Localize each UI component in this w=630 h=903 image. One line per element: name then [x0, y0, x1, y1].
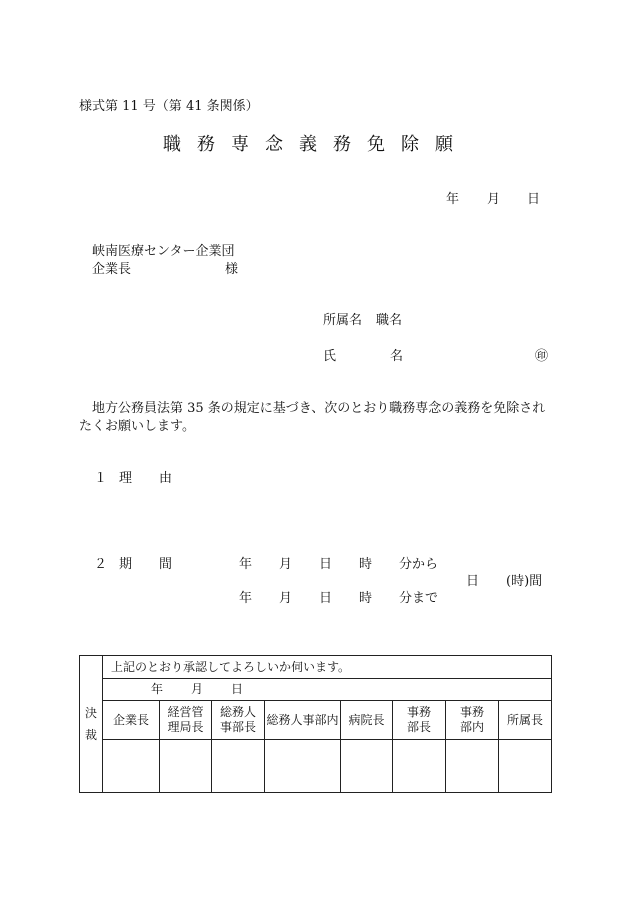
column-header-line2: 理局長	[167, 720, 204, 734]
seal-mark: ㊞	[535, 349, 549, 364]
approval-date-month: 月	[191, 682, 204, 696]
from-year: 年	[239, 557, 253, 572]
column-header	[103, 701, 160, 740]
column-header-line1: 事務	[459, 705, 484, 719]
signature-cell[interactable]	[160, 740, 212, 793]
duration-hours: (時)間	[506, 574, 543, 589]
column-header	[212, 701, 265, 740]
date-day: 日	[527, 192, 541, 207]
from-minute: 分から	[399, 557, 439, 572]
item2-number: ２	[94, 557, 108, 572]
from-hour: 時	[359, 557, 373, 572]
title-char: 専	[231, 134, 249, 155]
duration-day: 日	[466, 574, 480, 589]
title-char: 免	[367, 134, 385, 155]
item1-number: １	[94, 471, 108, 486]
column-header-line2: 部内	[459, 720, 484, 734]
form-number: 様式第 11 号（第 41 条関係）	[79, 99, 259, 114]
signature-cell[interactable]	[103, 740, 160, 793]
title-char: 務	[197, 134, 215, 155]
to-hour: 時	[359, 591, 373, 606]
signature-cell[interactable]	[341, 740, 393, 793]
name-label-1: 氏	[323, 349, 337, 364]
to-minute: 分まで	[399, 591, 439, 606]
to-month: 月	[279, 591, 293, 606]
column-header-line1: 企業長	[112, 712, 149, 727]
signature-cell[interactable]	[446, 740, 499, 793]
column-header	[393, 701, 446, 740]
addressee-organization: 峡南医療センター企業団	[92, 244, 235, 259]
column-header-line1: 経営管	[167, 705, 204, 719]
item2-label-2: 間	[159, 557, 173, 572]
body-text-line2: たくお願いします。	[79, 419, 195, 434]
from-day: 日	[319, 557, 333, 572]
approval-date	[103, 679, 552, 701]
title-char: 願	[435, 134, 453, 155]
document-title	[155, 130, 461, 156]
column-header	[341, 701, 393, 740]
item2-label-1: 期	[119, 557, 133, 572]
column-header-line1: 総務人事部内	[266, 712, 339, 727]
approval-statement: 上記のとおり承認してよろしいか伺います。	[103, 656, 552, 679]
signature-cell[interactable]	[499, 740, 552, 793]
signature-cell[interactable]	[212, 740, 265, 793]
approval-table	[79, 655, 552, 793]
from-month: 月	[279, 557, 293, 572]
side-label-2: 裁	[84, 728, 97, 742]
column-header	[265, 701, 341, 740]
item1-label-2: 由	[159, 471, 173, 486]
approval-side-label	[80, 656, 103, 793]
title-char: 務	[333, 134, 351, 155]
title-char: 職	[163, 134, 181, 155]
affiliation-label: 所属名	[323, 313, 363, 328]
addressee-title: 企業長	[92, 262, 132, 277]
approval-date-day: 日	[231, 682, 244, 696]
column-header-line1: 総務人	[219, 705, 256, 719]
title-char: 義	[299, 134, 317, 155]
position-label: 職名	[376, 313, 403, 328]
signature-cell[interactable]	[393, 740, 446, 793]
title-char: 除	[401, 134, 419, 155]
to-day: 日	[319, 591, 333, 606]
addressee-honorific: 様	[225, 262, 239, 277]
column-header-line2: 部長	[406, 720, 431, 734]
name-label-2: 名	[390, 349, 404, 364]
column-header	[446, 701, 499, 740]
column-header	[499, 701, 552, 740]
item1-label-1: 理	[119, 471, 133, 486]
signature-cell[interactable]	[265, 740, 341, 793]
column-header-line1: 病院長	[348, 712, 385, 727]
date-year: 年	[446, 192, 460, 207]
to-year: 年	[239, 591, 253, 606]
side-label-1: 決	[84, 706, 97, 720]
column-header-line1: 所属長	[507, 712, 544, 727]
column-header-line1: 事務	[406, 705, 431, 719]
column-header-line2: 事部長	[219, 720, 256, 734]
column-header	[160, 701, 212, 740]
title-char: 念	[265, 134, 283, 155]
body-text-line1: 地方公務員法第 35 条の規定に基づき、次のとおり職務専念の義務を免除され	[92, 401, 546, 416]
approval-date-year: 年	[151, 682, 164, 696]
date-month: 月	[487, 192, 501, 207]
